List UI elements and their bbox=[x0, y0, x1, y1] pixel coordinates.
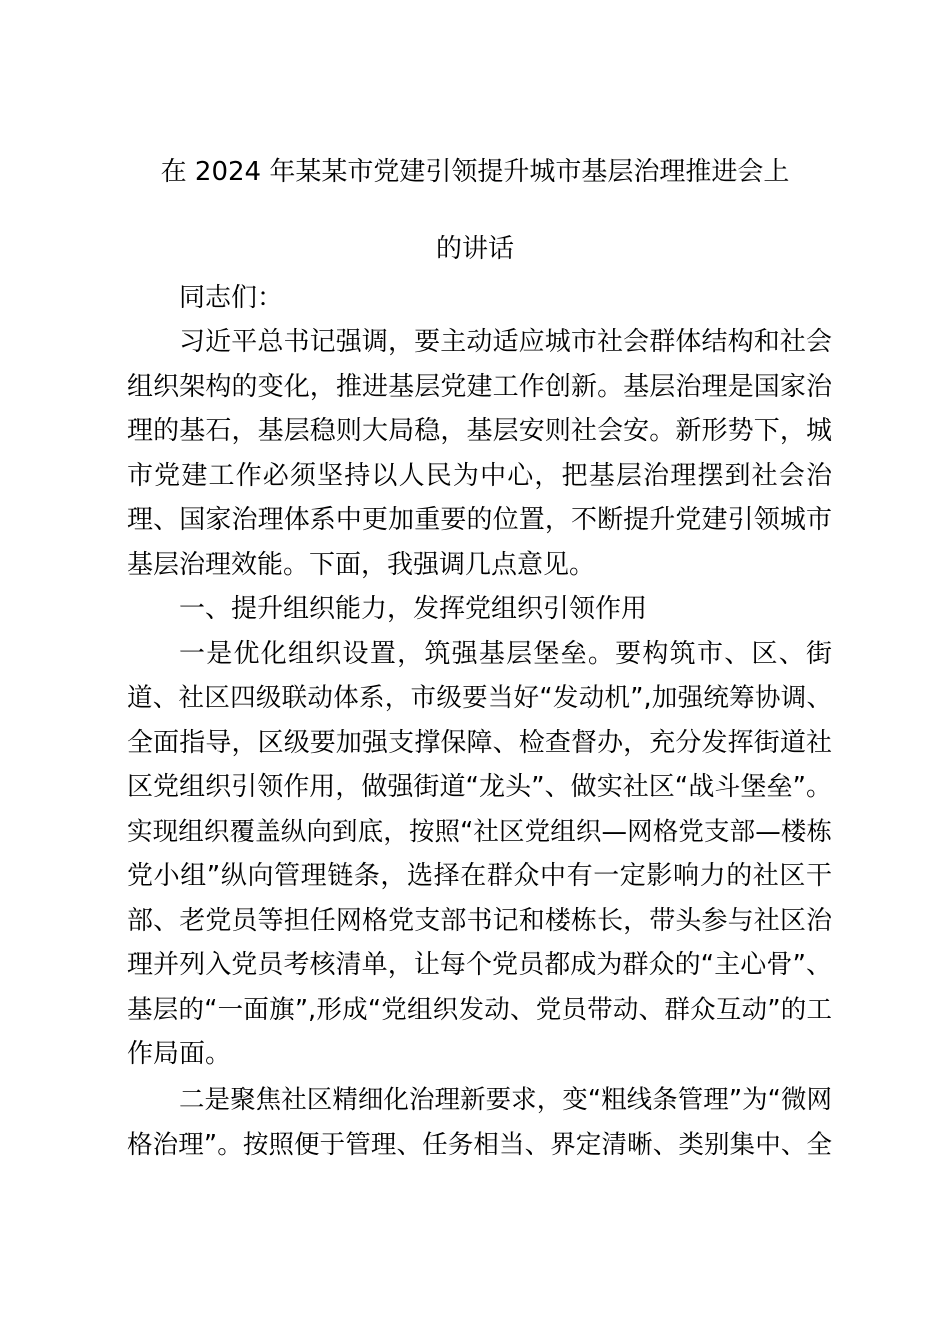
paragraph-3-line-3: 全面指导，区级要加强支撑保障、检查督办，充分发挥街道社 bbox=[127, 728, 832, 758]
paragraph-4-line-1: 二是聚焦社区精细化治理新要求，变“粗线条管理”为“微网 bbox=[179, 1085, 832, 1115]
paragraph-1-line-1: 习近平总书记强调，要主动适应城市社会群体结构和社会 bbox=[179, 327, 832, 357]
paragraph-1-line-2: 组织架构的变化，推进基层党建工作创新。基层治理是国家治 bbox=[127, 372, 832, 402]
title-line-2: 的讲话 bbox=[435, 234, 514, 264]
paragraph-3-line-1: 一是优化组织设置，筑强基层堡垒。要构筑市、区、街 bbox=[179, 639, 832, 669]
paragraph-3-line-9: 基层的“一面旗”,形成“党组织发动、党员带动、群众互动”的工 bbox=[127, 995, 832, 1025]
paragraph-3-line-6: 党小组”纵向管理链条，选择在群众中有一定影响力的社区干 bbox=[127, 861, 832, 891]
paragraph-3-line-8: 理并列入党员考核清单，让每个党员都成为群众的“主心骨”、 bbox=[127, 950, 832, 980]
paragraph-3-line-10: 作局面。 bbox=[127, 1039, 232, 1069]
title-line-1: 在 2024 年某某市党建引领提升城市基层治理推进会上 bbox=[160, 157, 790, 187]
paragraph-1-line-5: 理、国家治理体系中更加重要的位置，不断提升党建引领城市 bbox=[127, 505, 832, 535]
paragraph-3-line-7: 部、老党员等担任网格党支部书记和楼栋长，带头参与社区治 bbox=[127, 906, 832, 936]
paragraph-3-line-5: 实现组织覆盖纵向到底，按照“社区党组织—网格党支部—楼栋 bbox=[127, 817, 832, 847]
salutation: 同志们： bbox=[179, 283, 284, 313]
paragraph-1-line-3: 理的基石，基层稳则大局稳，基层安则社会安。新形势下，城 bbox=[127, 416, 832, 446]
paragraph-3-line-4: 区党组织引领作用，做强街道“龙头”、做实社区“战斗堡垒”。 bbox=[127, 772, 832, 802]
paragraph-4-line-2: 格治理”。按照便于管理、任务相当、界定清晰、类别集中、全 bbox=[127, 1130, 832, 1160]
paragraph-1-line-4: 市党建工作必须坚持以人民为中心，把基层治理摆到社会治 bbox=[127, 461, 832, 491]
paragraph-3-line-2: 道、社区四级联动体系，市级要当好“发动机”,加强统筹协调、 bbox=[127, 683, 832, 713]
section-heading-1: 一、提升组织能力，发挥党组织引领作用 bbox=[179, 594, 648, 624]
paragraph-1-line-6: 基层治理效能。下面，我强调几点意见。 bbox=[127, 550, 596, 580]
